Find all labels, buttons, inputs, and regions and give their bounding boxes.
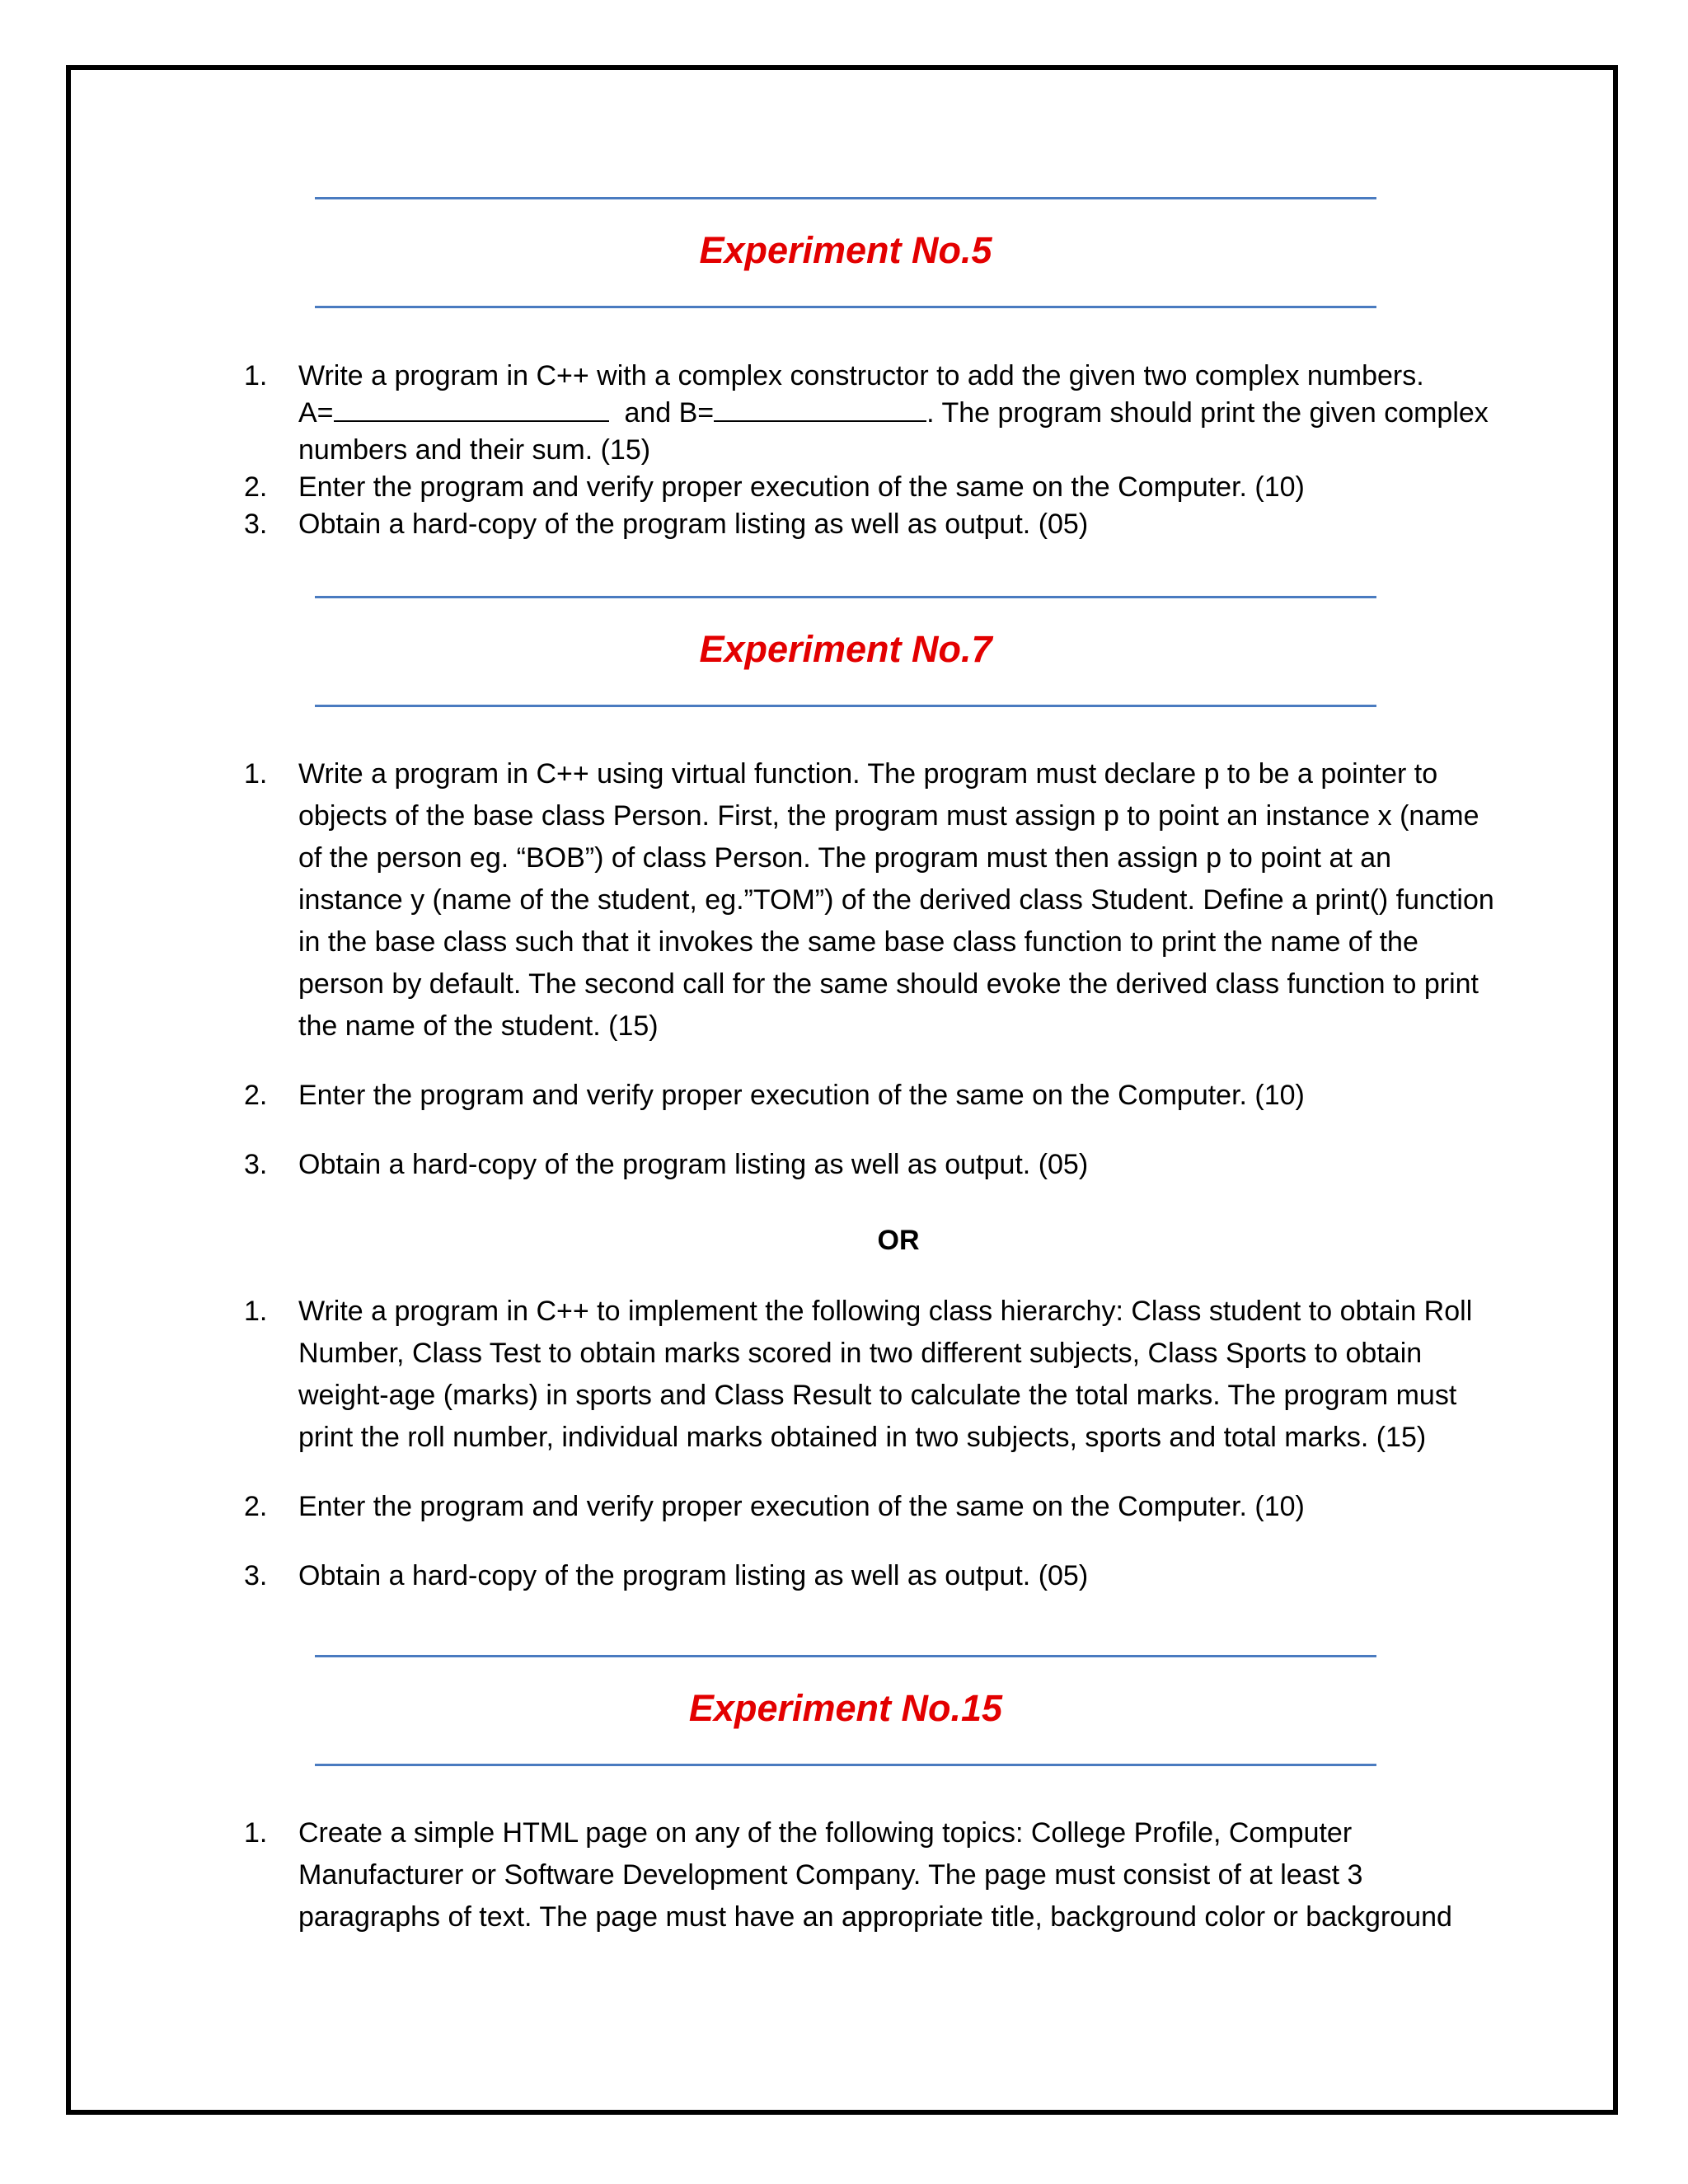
item-text: Write a program in C++ using virtual function. The program must declare p to be a pointer to objects of the base class Person. First, the program must assign p to point an instance x (name of the person eg. “BOB”) of class Person. The program must then assign p to point at an instance y (name of the student, eg.”TOM”) of the derived class Student. Define a print() function in the base class such that it invokes the same base class function to print the name of the person by default. The second call for the same should evoke the derived class function to print the name of the student. (15) — [298, 758, 1494, 1042]
item-number: 3. — [244, 1149, 268, 1180]
list-item — [244, 469, 1530, 506]
item-text: Create a simple HTML page on any of the following topics: College Profile, Computer Manufacturer or Software Development Company. The page must consist of at least 3 paragraphs of text. The page must have an appropriate title, background color or background — [298, 1817, 1452, 1933]
item-number: 2. — [244, 1491, 268, 1522]
item-text: Obtain a hard-copy of the program listing as well as output. (05) — [298, 1149, 1089, 1180]
divider-rule — [315, 1764, 1376, 1766]
item-number: 2. — [244, 471, 268, 503]
complex-b-label: and B= — [624, 397, 715, 429]
complex-b-blank — [714, 396, 926, 422]
item-number: 3. — [244, 1560, 268, 1591]
item-text: Obtain a hard-copy of the program listing as well as output. (05) — [298, 509, 1089, 540]
list-item — [244, 1144, 1497, 1186]
divider-rule — [315, 596, 1376, 598]
item-text: Enter the program and verify proper execution of the same on the Computer. (10) — [298, 1080, 1305, 1111]
list-item — [244, 753, 1497, 1047]
complex-a-label: A= — [298, 397, 334, 429]
experiment-7-alt-list — [244, 1291, 1497, 1597]
experiment-title: Experiment No.7 — [699, 628, 992, 670]
experiment-5-list — [244, 358, 1530, 543]
item-text: Write a program in C++ with a complex constructor to add the given two complex numbers. — [298, 360, 1424, 391]
item-text: Enter the program and verify proper execution of the same on the Computer. (10) — [298, 1491, 1305, 1522]
or-separator: OR — [877, 1225, 920, 1256]
list-item — [244, 1486, 1497, 1528]
item-text: Obtain a hard-copy of the program listing as well as output. (05) — [298, 1560, 1089, 1591]
item-text: Write a program in C++ to implement the following class hierarchy: Class student to obtain Roll Number, Class Test to obtain marks scored in two different subjects, Class Sports to obtain weight-age (marks) in sports and Class Result to calculate the total marks. The program must print the roll number, individual marks obtained in two subjects, sports and total marks. (15) — [298, 1296, 1473, 1453]
experiment-title: Experiment No.15 — [688, 1687, 1003, 1729]
experiment-7-list — [244, 753, 1497, 1186]
list-item — [244, 1291, 1497, 1459]
list-item — [244, 1075, 1497, 1117]
list-item — [244, 358, 1530, 469]
item-text-rest: . The program should print the given complex — [926, 397, 1489, 429]
item-number: 3. — [244, 509, 268, 540]
divider-rule — [315, 197, 1376, 199]
divider-rule — [315, 306, 1376, 308]
list-item — [244, 1555, 1497, 1597]
item-number: 1. — [244, 1817, 268, 1849]
experiment-title: Experiment No.5 — [699, 229, 992, 271]
item-number: 1. — [244, 1296, 268, 1327]
item-number: 1. — [244, 758, 268, 790]
divider-rule — [315, 1655, 1376, 1657]
list-item — [244, 1812, 1497, 1938]
experiment-15-list — [244, 1812, 1497, 1938]
item-number: 1. — [244, 360, 268, 391]
item-number: 2. — [244, 1080, 268, 1111]
complex-a-blank — [334, 396, 609, 422]
item-text-line: numbers and their sum. (15) — [298, 434, 651, 466]
divider-rule — [315, 705, 1376, 707]
list-item — [244, 506, 1530, 543]
item-text-line — [298, 395, 1530, 432]
item-text: Enter the program and verify proper execution of the same on the Computer. (10) — [298, 471, 1305, 503]
